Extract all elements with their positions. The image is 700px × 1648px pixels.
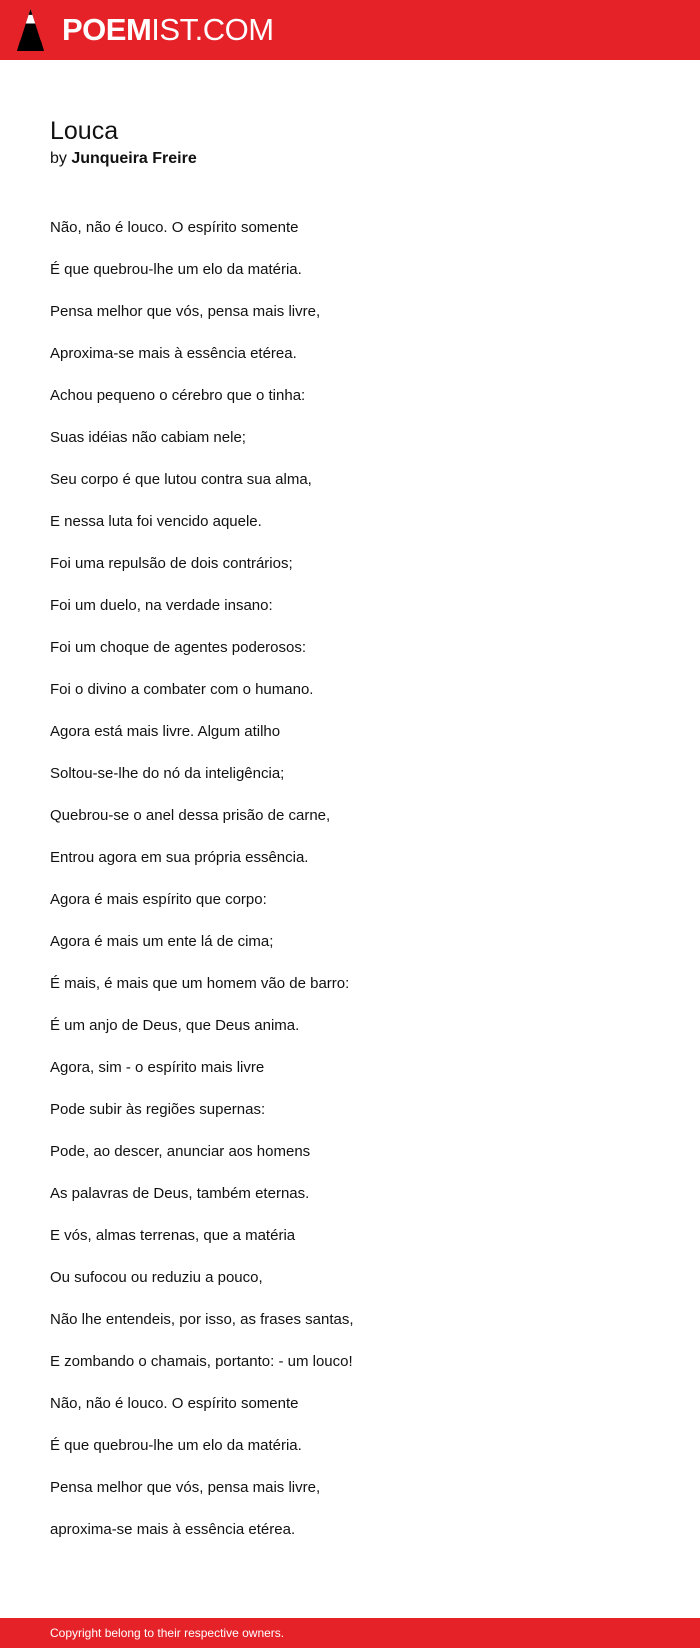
- poem-line: Agora, sim - o espírito mais livre: [50, 1059, 265, 1076]
- poem-line: Pode subir às regiões supernas:: [50, 1101, 266, 1118]
- poem-line: Seu corpo é que lutou contra sua alma,: [50, 471, 312, 488]
- poem-line: Agora é mais um ente lá de cima;: [50, 933, 274, 950]
- logo-text-bold: POEM: [62, 12, 152, 47]
- poem-line: Pensa melhor que vós, pensa mais livre,: [50, 1479, 321, 1496]
- poem-line: Foi uma repulsão de dois contrários;: [50, 555, 293, 572]
- poem-line: Não, não é louco. O espírito somente: [50, 1395, 299, 1412]
- poem-line: E nessa luta foi vencido aquele.: [50, 513, 262, 530]
- poem-title: Louca: [50, 117, 119, 145]
- logo-text-light: IST.COM: [151, 12, 274, 47]
- site-header: [0, 0, 700, 60]
- poem-line: E vós, almas terrenas, que a matéria: [50, 1227, 296, 1244]
- site-footer: [0, 1618, 700, 1648]
- poem-line: Aproxima-se mais à essência etérea.: [50, 345, 297, 362]
- poem-line: Suas idéias não cabiam nele;: [50, 429, 246, 446]
- poem-line: Foi um choque de agentes poderosos:: [50, 639, 307, 656]
- poem-line: É que quebrou-lhe um elo da matéria.: [50, 261, 302, 278]
- poem-line: E zombando o chamais, portanto: - um louco!: [50, 1353, 353, 1370]
- poem-line: Agora está mais livre. Algum atilho: [50, 723, 281, 740]
- byline-prefix: by: [50, 150, 67, 167]
- poem-line: Agora é mais espírito que corpo:: [50, 891, 267, 908]
- poem-line: Ou sufocou ou reduziu a pouco,: [50, 1269, 263, 1286]
- poem-line: Entrou agora em sua própria essência.: [50, 849, 309, 866]
- poem-line: É um anjo de Deus, que Deus anima.: [50, 1017, 300, 1034]
- poem-line: Foi o divino a combater com o humano.: [50, 681, 314, 698]
- byline: [50, 147, 197, 171]
- copyright-text: Copyright belong to their respective owners.: [50, 1626, 285, 1640]
- poem-line: Pensa melhor que vós, pensa mais livre,: [50, 303, 321, 320]
- poem-line: É mais, é mais que um homem vão de barro:: [50, 975, 350, 992]
- poem-body: [50, 216, 354, 1560]
- poem-line: Achou pequeno o cérebro que o tinha:: [50, 387, 306, 404]
- poem-line: Soltou-se-lhe do nó da inteligência;: [50, 765, 285, 782]
- poem-line: Não lhe entendeis, por isso, as frases santas,: [50, 1311, 354, 1328]
- pencil-tip-icon[interactable]: [17, 9, 44, 51]
- poem-line: As palavras de Deus, também eternas.: [50, 1185, 310, 1202]
- poem-line: Não, não é louco. O espírito somente: [50, 219, 299, 236]
- poem-line: Quebrou-se o anel dessa prisão de carne,: [50, 807, 331, 824]
- poem-line: aproxima-se mais à essência etérea.: [50, 1521, 296, 1538]
- poem-line: Pode, ao descer, anunciar aos homens: [50, 1143, 311, 1160]
- site-logo[interactable]: [62, 10, 274, 50]
- poem-line: É que quebrou-lhe um elo da matéria.: [50, 1437, 302, 1454]
- author-name: Junqueira Freire: [71, 150, 197, 167]
- poem-line: Foi um duelo, na verdade insano:: [50, 597, 273, 614]
